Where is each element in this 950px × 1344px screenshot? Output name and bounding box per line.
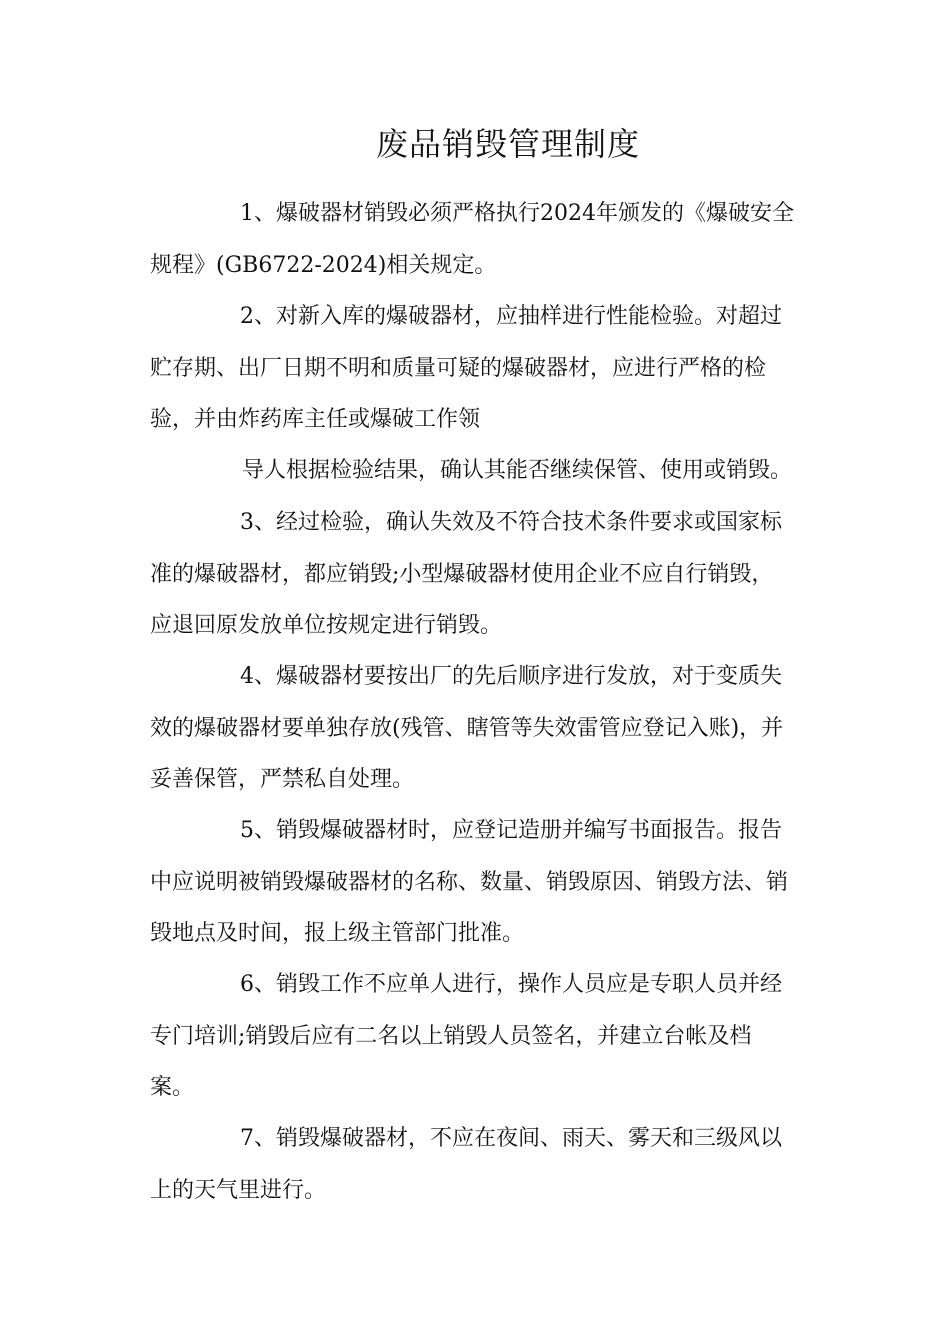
paragraph-line: 5、销毁爆破器材时，应登记造册并编写书面报告。报告 — [240, 818, 782, 843]
paragraph-line: 妥善保管，严禁私自处理。 — [150, 767, 415, 792]
paragraph-1 — [150, 188, 810, 291]
paragraph-6 — [150, 959, 810, 1114]
paragraph-line: 准的爆破器材，都应销毁;小型爆破器材使用企业不应自行销毁， — [150, 561, 774, 587]
paragraph-3 — [150, 497, 810, 652]
paragraph-line: 上的天气里进行。 — [150, 1177, 327, 1203]
paragraph-line: 3、经过检验，确认失效及不符合技术条件要求或国家标 — [240, 510, 782, 535]
paragraph-line: 中应说明被销毁爆破器材的名称、数量、销毁原因、销毁方法、销 — [150, 869, 789, 895]
paragraph-line: 2、对新入库的爆破器材，应抽样进行性能检验。对超过 — [240, 304, 782, 329]
paragraph-line: 应退回原发放单位按规定进行销毁。 — [150, 613, 503, 638]
paragraph-2-continued — [150, 445, 810, 497]
paragraph-2 — [150, 291, 810, 446]
paragraph-4 — [150, 651, 810, 806]
paragraph-line: 毁地点及时间，报上级主管部门批准。 — [150, 921, 525, 946]
paragraph-line: 效的爆破器材要单独存放(残管、瞎管等失效雷管应登记入账)，并 — [150, 715, 784, 741]
paragraph-5 — [150, 805, 810, 960]
paragraph-line: 导人根据检验结果，确认其能否继续保管、使用或销毁。 — [242, 458, 793, 483]
paragraph-line: 案。 — [150, 1075, 195, 1100]
paragraph-7 — [150, 1113, 810, 1216]
paragraph-line: 验，并由炸药库主任或爆破工作领 — [150, 407, 481, 432]
paragraph-line: 7、销毁爆破器材，不应在夜间、雨天、雾天和三级风以 — [240, 1126, 782, 1151]
paragraph-line: 1、爆破器材销毁必须严格执行2024年颁发的《爆破安全 — [240, 201, 794, 226]
document-title: 废品销毁管理制度 — [375, 125, 640, 163]
paragraph-line: 4、爆破器材要按出厂的先后顺序进行发放，对于变质失 — [240, 664, 782, 689]
paragraph-line: 贮存期、出厂日期不明和质量可疑的爆破器材，应进行严格的检 — [150, 355, 767, 381]
paragraph-line: 规程》(GB6722-2024)相关规定。 — [150, 252, 497, 278]
paragraph-line: 6、销毁工作不应单人进行，操作人员应是专职人员并经 — [240, 972, 782, 997]
paragraph-line: 专门培训;销毁后应有二名以上销毁人员签名，并建立台帐及档 — [150, 1023, 752, 1049]
